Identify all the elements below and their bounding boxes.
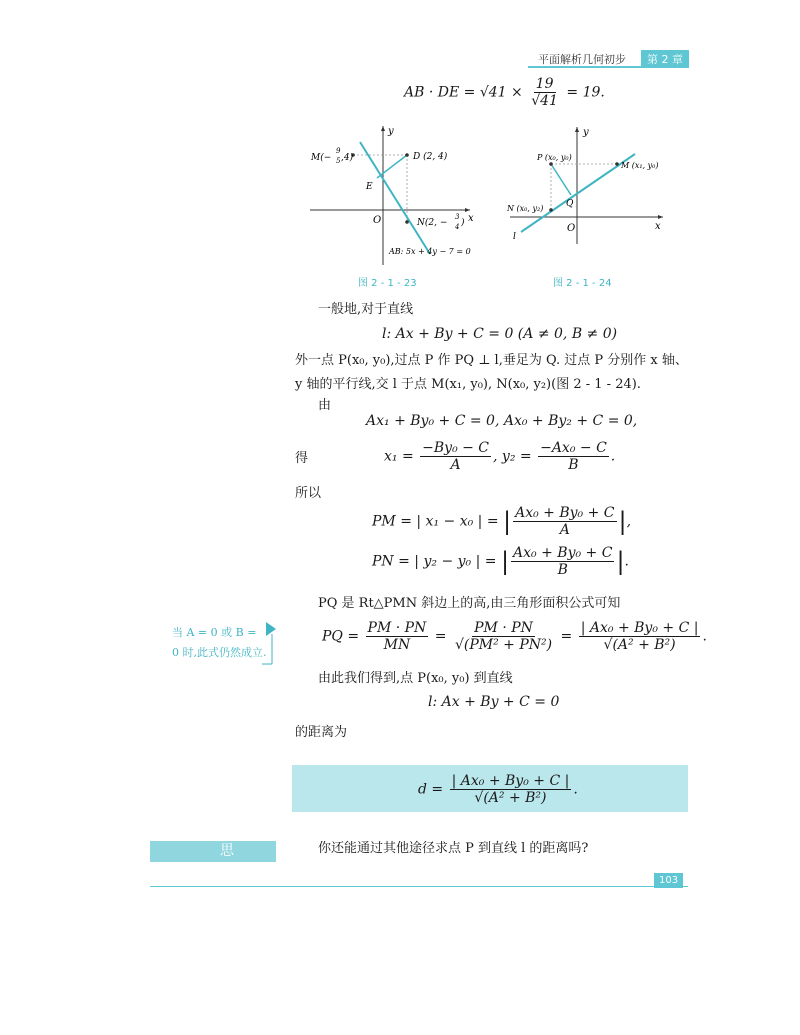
- equation-pn: PN = | y₂ − y₀ | = | $\frac{\text{Ax₀ + By₀ + C}}{B}$ |.: [372, 545, 629, 578]
- paragraph-construction-2: y 轴的平行线,交 l 于点 M(x₁, y₀), N(x₀, y₂)(图 2 - 1 - 24).: [295, 377, 641, 392]
- paragraph-intro: 一般地,对于直线: [318, 302, 414, 317]
- svg-text:5: 5: [336, 157, 341, 165]
- svg-text:3: 3: [455, 213, 460, 221]
- fig1-origin: O: [373, 215, 382, 226]
- fig2-point-n: N (x₀, y₂): [507, 204, 544, 213]
- fig1-point-e: E: [366, 182, 373, 192]
- fig2-point-p: P (x₀, y₀): [537, 153, 572, 162]
- fig1-x-label: x: [468, 213, 474, 224]
- svg-text:9: 9: [336, 147, 341, 155]
- fig1-point-n: N(2, −: [417, 218, 448, 228]
- figure-2-1-24-caption: 图 2 - 1 - 24: [553, 278, 612, 289]
- word-de: 得: [295, 451, 309, 466]
- fig1-y-label: y: [388, 126, 394, 137]
- word-you: 由: [318, 398, 332, 413]
- figure-2-1-24: [505, 122, 670, 247]
- svg-text:,4): ,4): [341, 153, 354, 163]
- paragraph-construction-1: 外一点 P(x₀, y₀),过点 P 作 PQ ⊥ l,垂足为 Q. 过点 P 分别作 x 轴、: [295, 353, 688, 368]
- margin-note-pointer-icon: [262, 620, 280, 668]
- equation-pq: PQ = $\frac{PM \cdot PN}{MN}$ = $\frac{PM \cdot PN}{\text{√(PM² + PN²)}}$ = $\frac{\text{| Ax₀ + By₀ + C |}}{\text{√(A² + B²)}}$ .: [322, 620, 707, 653]
- margin-note-line-1: 当 A = 0 或 B =: [172, 626, 257, 639]
- paragraph-conclusion: 由此我们得到,点 P(x₀, y₀) 到直线: [318, 671, 513, 686]
- equation-line-l-general: l: Ax + By + C = 0: [428, 694, 560, 710]
- equation-ab-de: AB · DE = √41 × $\frac{19}{√41}$ = 19.: [404, 76, 605, 109]
- fig2-y-label: y: [583, 127, 589, 138]
- fig1-point-d: D (2, 4): [413, 152, 448, 162]
- paragraph-height: PQ 是 Rt△PMN 斜边上的高,由三角形面积公式可知: [318, 596, 621, 611]
- think-label: 思 考: [150, 841, 276, 862]
- page-number: 103: [654, 873, 683, 888]
- figure-2-1-23-caption: 图 2 - 1 - 23: [358, 278, 417, 289]
- header-rule: [528, 66, 688, 68]
- footer-rule: [150, 886, 688, 887]
- svg-text:): ): [461, 218, 465, 228]
- word-suoyi: 所以: [295, 486, 322, 501]
- fig1-point-m: M(−: [311, 153, 332, 163]
- margin-note-line-2: 0 时,此式仍然成立.: [172, 646, 267, 659]
- header-chapter-badge: 第 2 章: [641, 50, 689, 68]
- fig2-point-q: Q: [566, 199, 574, 209]
- fig2-x-label: x: [655, 221, 661, 232]
- figure-2-1-23: [305, 122, 475, 267]
- fig2-point-m: M (x₁, y₀): [621, 161, 659, 170]
- paragraph-distance-is: 的距离为: [295, 725, 348, 740]
- equation-pm: PM = | x₁ − x₀ | = | $\frac{\text{Ax₀ + By₀ + C}}{A}$ |,: [372, 505, 632, 538]
- distance-formula: d = $\frac{\text{| Ax₀ + By₀ + C |}}{\text{√(A² + B²)}}$ .: [418, 773, 578, 806]
- fig1-line-ab: AB: 5x + 4y − 7 = 0: [389, 247, 471, 256]
- fig2-line-l: l: [513, 232, 516, 242]
- equation-x1-y2: x₁ = $\frac{\text{−By₀ − C}}{A}$ , y₂ = $\frac{\text{−Ax₀ − C}}{B}$ .: [384, 440, 616, 473]
- think-question: 你还能通过其他途径求点 P 到直线 l 的距离吗?: [318, 841, 589, 856]
- header-title: 平面解析几何初步: [538, 53, 626, 66]
- svg-text:4: 4: [455, 223, 460, 231]
- fig2-origin: O: [567, 223, 576, 234]
- equation-line-l: l: Ax + By + C = 0 (A ≠ 0, B ≠ 0): [382, 326, 618, 342]
- equation-system: Ax₁ + By₀ + C = 0, Ax₀ + By₂ + C = 0,: [366, 413, 638, 429]
